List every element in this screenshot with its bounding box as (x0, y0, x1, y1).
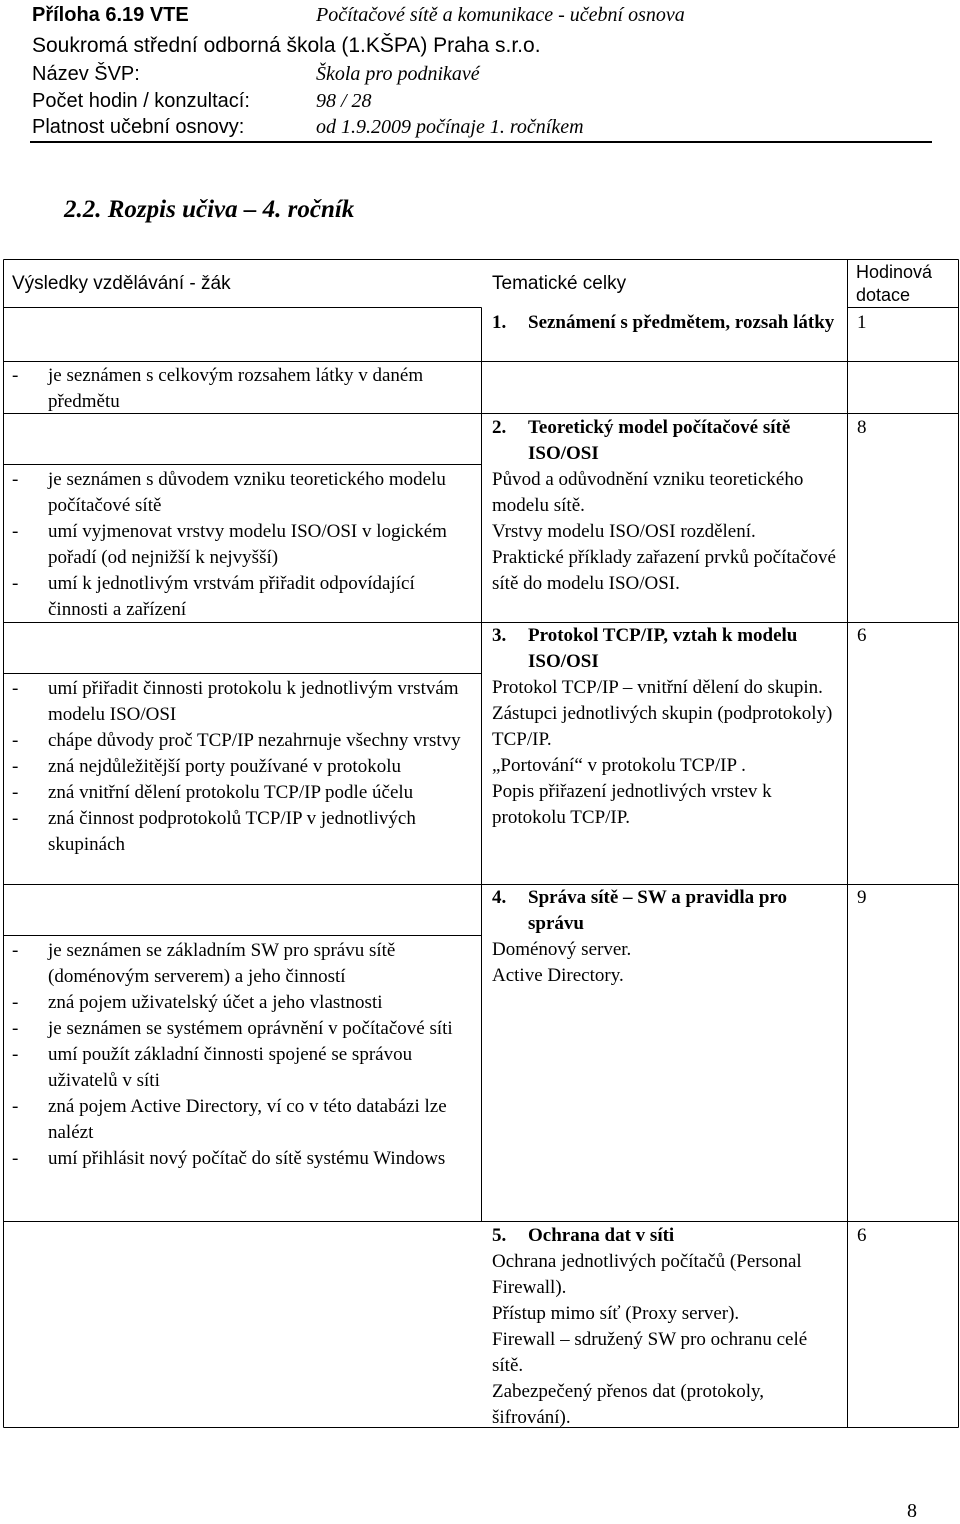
outcomes-4 (12, 938, 472, 1172)
topic-3-title-block (492, 623, 840, 675)
topic-1 (492, 310, 840, 336)
topic-line: „Portování“ v protokolu TCP/IP . (492, 755, 746, 776)
outcome-item: - je seznámen se základním SW pro správu sítě (doménovým serverem) a jeho činností (12, 938, 472, 990)
topic-line: Protokol TCP/IP – vnitřní dělení do skupin. (492, 677, 823, 698)
outcome-item: - umí použít základní činnosti spojené se správou uživatelů v síti (12, 1042, 472, 1094)
topic-line: Původ a odůvodnění vzniku teoretického modelu sítě. (492, 469, 804, 516)
topic-line: Active Directory. (492, 965, 624, 986)
outcome-item: - zná vnitřní dělení protokolu TCP/IP podle účelu (12, 780, 472, 806)
topic-line: Doménový server. (492, 939, 632, 960)
outcomes-3 (12, 676, 472, 858)
hours-label: Počet hodin / konzultací: (32, 90, 250, 112)
hours-value: 98 / 28 (316, 90, 372, 112)
outcome-item: - umí přiřadit činnosti protokolu k jednotlivým vrstvám modelu ISO/OSI (12, 676, 472, 728)
topic-2-body (492, 467, 840, 597)
section-title: 2.2. Rozpis učiva – 4. ročník (64, 196, 355, 223)
topic-1-title-block (492, 310, 840, 336)
topic-5-body (492, 1249, 840, 1431)
hours-row-2: 8 (857, 417, 867, 438)
topic-3-number: 3. (492, 625, 507, 646)
svp-label: Název ŠVP: (32, 63, 140, 85)
topic-4-title: Správa sítě – SW a pravidla pro správu (528, 887, 788, 934)
topic-1-title: Seznámení s předmětem, rozsah látky (528, 312, 835, 333)
topic-5-title-block (492, 1223, 840, 1249)
topic-line: Přístup mimo síť (Proxy server). (492, 1303, 740, 1324)
column-header-outcomes: Výsledky vzdělávání - žák (12, 273, 231, 294)
outcome-item: - zná nejdůležitější porty používané v protokolu (12, 754, 472, 780)
topic-4 (492, 885, 840, 989)
subject-title: Počítačové sítě a komunikace - učební osnova (316, 4, 685, 26)
outcome-item: - zná pojem Active Directory, ví co v této databázi lze nalézt (12, 1094, 472, 1146)
hours-row-4: 9 (857, 887, 867, 908)
topic-line: Vrstvy modelu ISO/OSI rozdělení. (492, 521, 756, 542)
column-header-hours-1: Hodinová (856, 262, 933, 282)
hours-row-3: 6 (857, 625, 867, 646)
outcome-item: - umí přihlásit nový počítač do sítě systému Windows (12, 1146, 472, 1172)
svp-value: Škola pro podnikavé (316, 63, 480, 85)
page-number: 8 (907, 1500, 917, 1522)
school-name: Soukromá střední odborná škola (1.KŠPA) Praha s.r.o. (32, 34, 541, 57)
outcomes-1 (12, 363, 472, 415)
topic-2 (492, 415, 840, 597)
topic-5 (492, 1223, 840, 1431)
validity-value: od 1.9.2009 počínaje 1. ročníkem (316, 116, 584, 138)
column-header-hours-2: dotace (856, 285, 911, 305)
topic-line: Praktické příklady zařazení prvků počítačové sítě do modelu ISO/OSI. (492, 547, 836, 594)
validity-label: Platnost učební osnovy: (32, 116, 245, 138)
column-header-topics: Tematické celky (492, 273, 627, 294)
topic-line: Firewall – sdružený SW pro ochranu celé sítě. (492, 1329, 808, 1376)
attachment-label: Příloha 6.19 VTE (32, 4, 189, 26)
outcome-item: - umí k jednotlivým vrstvám přiřadit odpovídající činnosti a zařízení (12, 571, 472, 623)
topic-2-number: 2. (492, 417, 507, 438)
topic-4-title-block (492, 885, 840, 937)
outcome-item: - zná pojem uživatelský účet a jeho vlastnosti (12, 990, 472, 1016)
topic-4-number: 4. (492, 887, 507, 908)
topic-2-title: Teoretický model počítačové sítě ISO/OSI (528, 417, 791, 464)
topic-line: Zástupci jednotlivých skupin (podprotokoly) TCP/IP. (492, 703, 833, 750)
topic-3-body (492, 675, 840, 831)
topic-4-body (492, 937, 840, 989)
topic-5-number: 5. (492, 1225, 507, 1246)
outcome-item: - je seznámen se systémem oprávnění v počítačové síti (12, 1016, 472, 1042)
outcome-item: - zná činnost podprotokolů TCP/IP v jednotlivých skupinách (12, 806, 472, 858)
outcomes-2 (12, 467, 472, 623)
topic-1-number: 1. (492, 312, 507, 333)
outcome-item: - umí vyjmenovat vrstvy modelu ISO/OSI v logickém pořadí (od nejnižší k nejvyšší) (12, 519, 472, 571)
outcome-item: - je seznámen s celkovým rozsahem látky v daném předmětu (12, 363, 472, 415)
topic-line: Ochrana jednotlivých počítačů (Personal Firewall). (492, 1251, 802, 1298)
outcome-item: - je seznámen s důvodem vzniku teoretického modelu počítačové sítě (12, 467, 472, 519)
outcome-item: - chápe důvody proč TCP/IP nezahrnuje všechny vrstvy (12, 728, 472, 754)
hours-row-1: 1 (857, 312, 867, 333)
topic-line: Zabezpečený přenos dat (protokoly, šifrování). (492, 1381, 765, 1428)
topic-3 (492, 623, 840, 831)
topic-line: Popis přiřazení jednotlivých vrstev k protokolu TCP/IP. (492, 781, 772, 828)
topic-3-title: Protokol TCP/IP, vztah k modelu ISO/OSI (528, 625, 798, 672)
topic-5-title: Ochrana dat v síti (528, 1225, 675, 1246)
topic-2-title-block (492, 415, 840, 467)
hours-row-5: 6 (857, 1225, 867, 1246)
